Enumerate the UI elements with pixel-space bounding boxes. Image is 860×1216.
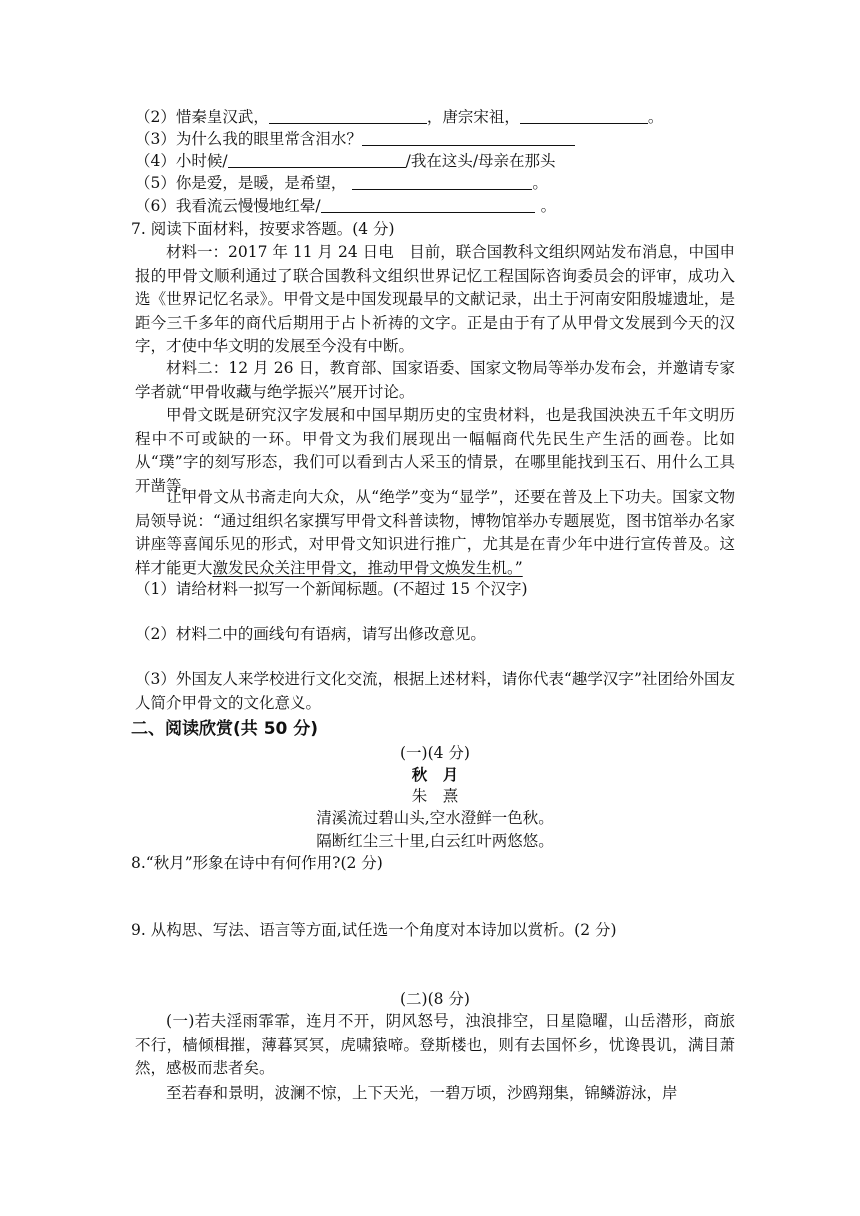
section-heading: 二、阅读欣赏(共 50 分) — [131, 719, 319, 739]
answer-blank[interactable] — [321, 196, 535, 213]
poem-title: 秋 月 — [411, 766, 459, 784]
question-text: 。 — [532, 174, 548, 192]
fill-question-5 — [135, 172, 735, 194]
part-label: (二)(8 分) — [400, 990, 470, 1008]
question-text: （2）惜秦皇汉武， — [135, 108, 269, 126]
question-text: （4）小时候/ — [135, 152, 228, 170]
sub-question-3: （3）外国友人来学校进行文化交流，根据上述材料，请你代表“趣学汉字”社团给外国友人简介甲骨文的文化意义。 — [135, 670, 735, 712]
sub-question-2: （2）材料二中的画线句有语病，请写出修改意见。 — [135, 625, 486, 643]
material-paragraph — [135, 486, 735, 580]
question-text: ，唐宗宋祖， — [426, 108, 520, 126]
material-paragraph: 甲骨文既是研究汉字发展和中国早期历史的宝贵材料，也是我国泱泱五千年文明历程中不可或缺的一环。甲骨文为我们展现出一幅幅商代先民生产生活的画卷。比如从“璞”字的刻写形态，我们可以看到古人采玉的情景，在哪里能找到玉石、用什么工具开凿等。 — [135, 406, 735, 495]
answer-blank[interactable] — [228, 151, 406, 168]
answer-blank[interactable] — [269, 107, 427, 124]
underlined-sentence: 激发民众关注甲骨文，推动甲骨文焕发生机。” — [212, 558, 523, 577]
prose-passage: (一)若夫淫雨霏霏，连月不开，阴风怒号，浊浪排空，日星隐曜，山岳潜形，商旅不行，樯倾楫摧，薄暮冥冥，虎啸猿啼。登斯楼也，则有去国怀乡，忧谗畏讥，满目萧然，感极而悲者矣。 — [135, 1012, 735, 1077]
question-text: 。 — [540, 197, 557, 215]
question-text: （3）为什么我的眼里常含泪水？ — [135, 130, 362, 148]
question-8: 8.“秋月”形象在诗中有何作用?(2 分) — [131, 854, 383, 872]
fill-question-4 — [135, 150, 735, 172]
question-text: 。 — [647, 108, 664, 126]
poem-line: 清溪流过碧山头,空水澄鲜一色秋。 — [316, 809, 554, 827]
prose-passage: 至若春和景明，波澜不惊，上下天光，一碧万顷，沙鸥翔集，锦鳞游泳，岸 — [166, 1084, 678, 1102]
poem-line: 隔断红尘三十里,白云红叶两悠悠。 — [316, 832, 554, 850]
material-text: 让甲骨文从书斋走向大众，从“绝学”变为“显学”，还要在普及上下功夫。国家文物局领导说：“通过组织名家撰写甲骨文科普读物，博物馆举办专题展览，图书馆举办名家讲座等喜闻乐见的形式，对甲骨文知识进行推广，尤其是在青少年中进行宣传普及。这样才能更大 — [135, 488, 735, 577]
material-1: 材料一：2017 年 11 月 24 日电 目前，联合国教科文组织网站发布消息，中国申报的甲骨文顺利通过了联合国教科文组织世界记忆工程国际咨询委员会的评审，成功入选《世界记忆名录》。甲骨文是中国发现最早的文献记录，出土于河南安阳殷墟遗址，是距今三千多年的商代后期用于占卜祈祷的文字。正是由于有了从甲骨文发展到今天的汉字，才使中华文明的发展至今没有中断。 — [135, 243, 735, 355]
answer-blank[interactable] — [520, 107, 648, 124]
fill-question-6 — [135, 195, 735, 217]
answer-blank[interactable] — [362, 129, 575, 146]
sub-question-1: （1）请给材料一拟写一个新闻标题。(不超过 15 个汉字) — [135, 580, 528, 598]
question-9: 9. 从构思、写法、语言等方面,试任选一个角度对本诗加以赏析。(2 分) — [131, 921, 617, 939]
fill-question-3 — [135, 128, 735, 150]
fill-question-2 — [135, 106, 735, 128]
question-text: （5）你是爱，是暖，是希望， — [135, 174, 347, 192]
material-2: 材料二：12 月 26 日，教育部、国家语委、国家文物局等举办发布会，并邀请专家学者就“甲骨收藏与绝学振兴”展开讨论。 — [135, 359, 735, 401]
question-text: （6）我看流云慢慢地红晕/ — [135, 197, 321, 215]
part-label: (一)(4 分) — [400, 744, 470, 762]
question-7-title: 7. 阅读下面材料，按要求答题。(4 分) — [131, 220, 395, 238]
answer-blank[interactable] — [352, 173, 532, 190]
question-text: /我在这头/母亲在那头 — [405, 152, 556, 170]
poem-author: 朱 熹 — [411, 787, 459, 805]
